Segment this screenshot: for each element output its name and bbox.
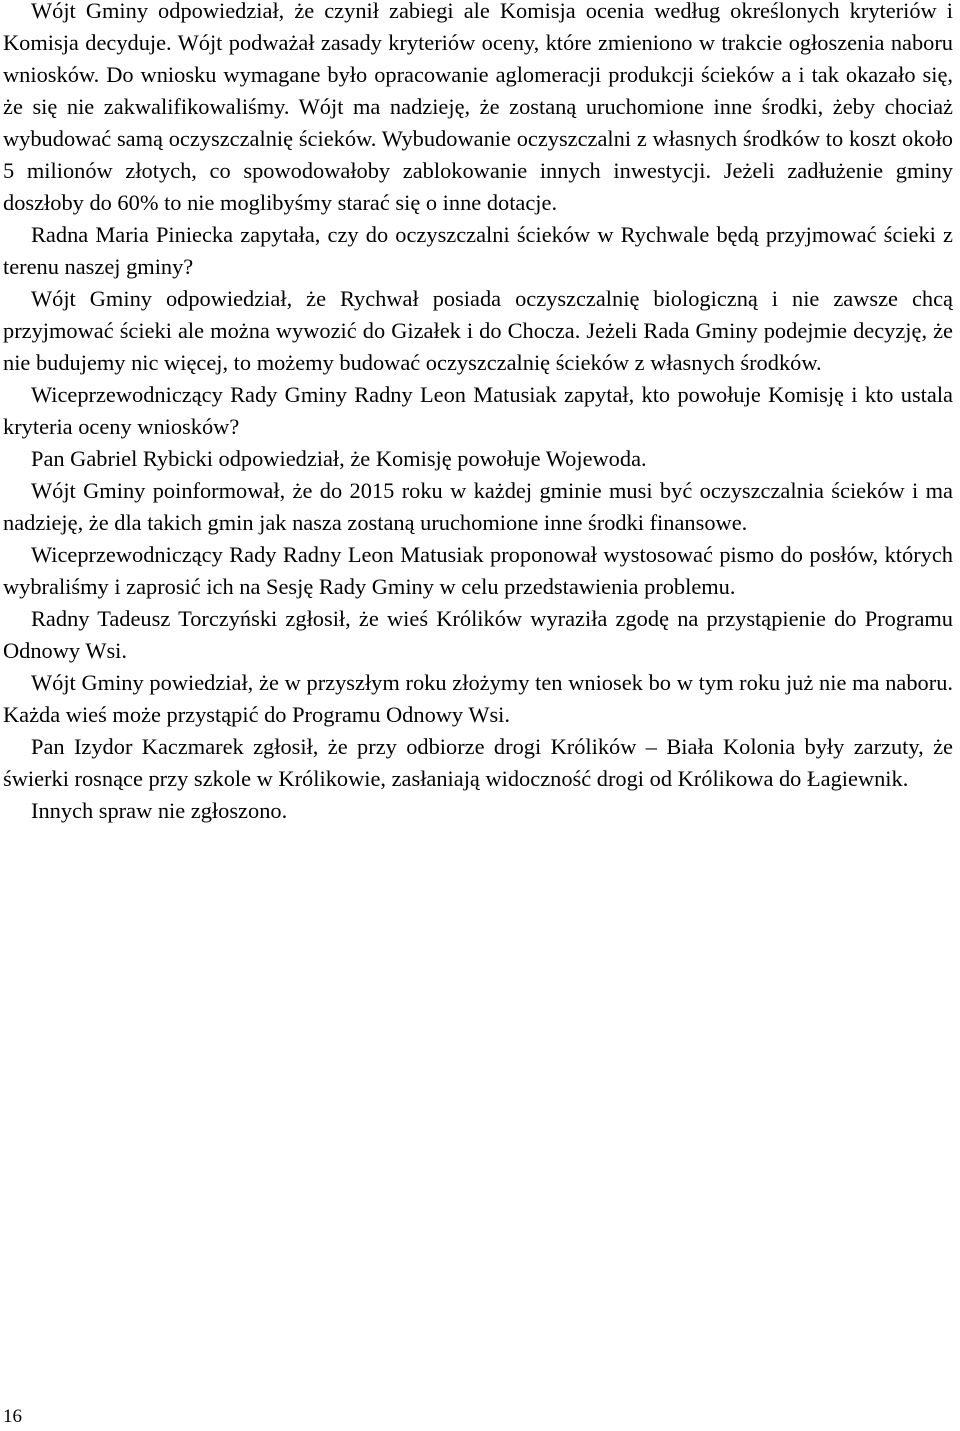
paragraph-wojt-next-year: Wójt Gminy powiedział, że w przyszłym roku złożymy ten wniosek bo w tym roku już nie ma naboru. Każda wieś może przystąpić do Programu Odnowy Wsi.: [3, 670, 953, 727]
paragraph-closing: Innych spraw nie zgłoszono.: [31, 798, 288, 823]
paragraph-kaczmarek-report: Pan Izydor Kaczmarek zgłosił, że przy odbiorze drogi Królików – Biała Kolonia były zarzuty, że świerki rosnące przy szkole w Królikowie, zasłaniają widoczność drogi od Królikowa do Łagiewnik.: [3, 734, 953, 791]
page-number: 16: [3, 1406, 22, 1427]
document-page: [3, 0, 953, 827]
paragraph-matusiak-proposal: Wiceprzewodniczący Rady Radny Leon Matusiak proponował wystosować pismo do posłów, których wybraliśmy i zaprosić ich na Sesję Rady Gminy w celu przedstawienia problemu.: [3, 542, 953, 599]
paragraph-wojt-reply-rychwal: Wójt Gminy odpowiedział, że Rychwał posiada oczyszczalnię biologiczną i nie zawsze chcą przyjmować ścieki ale można wywozić do Gizałek i do Chocza. Jeżeli Rada Gminy podejmie decyzję, że nie budujemy nic więcej, to możemy budować oczyszczalnię ścieków z własnych środków.: [3, 286, 953, 375]
paragraph-wojt-reply-commission: Wójt Gminy odpowiedział, że czynił zabiegi ale Komisja ocenia według określonych kryteriów i Komisja decyduje. Wójt podważał zasady kryteriów oceny, które zmieniono w trakcie ogłoszenia naboru wniosków. Do wniosku wymagane było opracowanie aglomeracji produkcji ścieków a i tak okazało się, że się nie zakwalifikowaliśmy. Wójt ma nadzieję, że zostaną uruchomione inne środki, żeby chociaż wybudować samą oczyszczalnię ścieków. Wybudowanie oczyszczalni z własnych środków to koszt około 5 milionów złotych, co spowodowałoby zablokowanie innych inwestycji. Jeżeli zadłużenie gminy doszłoby do 60% to nie moglibyśmy starać się o inne dotacje.: [3, 0, 953, 215]
paragraph-piniecka-question: Radna Maria Piniecka zapytała, czy do oczyszczalni ścieków w Rychwale będą przyjmować ścieki z terenu naszej gminy?: [3, 222, 953, 279]
paragraph-wojt-2015: Wójt Gminy poinformował, że do 2015 roku w każdej gminie musi być oczyszczalnia ścieków i ma nadzieję, że dla takich gmin jak nasza zostaną uruchomione inne środki finansowe.: [3, 478, 953, 535]
paragraph-rybicki-reply: Pan Gabriel Rybicki odpowiedział, że Komisję powołuje Wojewoda.: [31, 446, 647, 471]
paragraph-torczynski-report: Radny Tadeusz Torczyński zgłosił, że wieś Królików wyraziła zgodę na przystąpienie do Programu Odnowy Wsi.: [3, 606, 953, 663]
paragraph-matusiak-question: Wiceprzewodniczący Rady Gminy Radny Leon Matusiak zapytał, kto powołuje Komisję i kto ustala kryteria oceny wniosków?: [3, 382, 953, 439]
